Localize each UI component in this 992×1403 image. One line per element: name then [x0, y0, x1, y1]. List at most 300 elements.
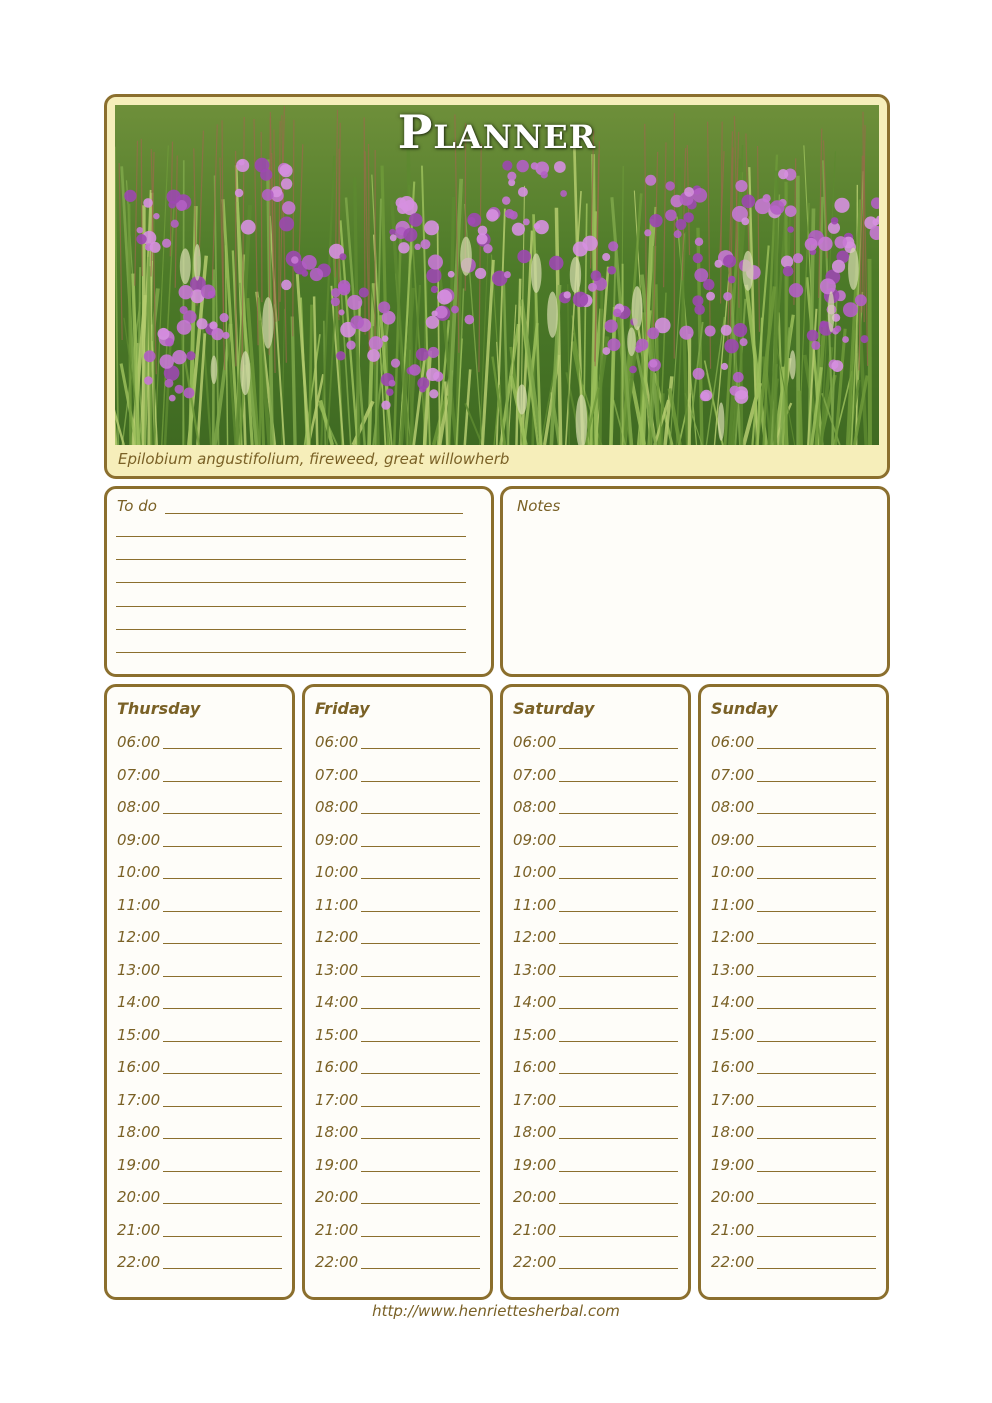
time-label: 15:00: [513, 1025, 557, 1044]
time-label: 21:00: [315, 1220, 359, 1239]
time-label: 22:00: [315, 1253, 359, 1271]
todo-line[interactable]: [116, 629, 466, 630]
writing-line[interactable]: [361, 1203, 480, 1204]
fireweed-flower: [502, 160, 512, 170]
fireweed-flower: [169, 395, 176, 402]
writing-line[interactable]: [757, 1008, 876, 1009]
time-slot: [513, 863, 678, 896]
time-slot: [117, 1156, 282, 1189]
fireweed-flower: [517, 160, 529, 172]
time-slot: [315, 766, 480, 799]
writing-line[interactable]: [361, 813, 480, 814]
fireweed-flower: [843, 302, 858, 317]
time-label: 17:00: [711, 1090, 755, 1109]
fireweed-flower: [728, 276, 736, 284]
time-label: 13:00: [315, 960, 359, 979]
fireweed-flower: [475, 268, 486, 279]
fireweed-flower: [787, 226, 794, 233]
writing-line[interactable]: [163, 976, 282, 977]
writing-line[interactable]: [163, 1171, 282, 1172]
writing-line[interactable]: [559, 1073, 678, 1074]
time-label: 13:00: [711, 960, 755, 979]
fireweed-flower: [549, 256, 563, 270]
fireweed-flower: [346, 341, 355, 350]
time-label: 07:00: [513, 765, 557, 784]
fireweed-flower: [291, 256, 298, 263]
time-label: 07:00: [315, 765, 359, 784]
grass-seed-head: [180, 248, 191, 284]
fireweed-flower: [517, 250, 531, 264]
writing-line[interactable]: [757, 1138, 876, 1139]
time-slot: [315, 993, 480, 1026]
writing-line[interactable]: [559, 1268, 678, 1269]
time-slot: [117, 863, 282, 896]
time-slot: [117, 1058, 282, 1091]
fireweed-flower: [179, 285, 193, 299]
fireweed-flower: [180, 306, 188, 314]
day-name: Thursday: [117, 699, 201, 718]
writing-line[interactable]: [757, 1203, 876, 1204]
time-label: 11:00: [117, 895, 161, 914]
writing-line[interactable]: [757, 781, 876, 782]
time-label: 21:00: [711, 1220, 755, 1239]
fireweed-flower: [165, 338, 174, 347]
writing-line[interactable]: [163, 846, 282, 847]
time-slot: [315, 1058, 480, 1091]
time-slot: [711, 961, 876, 994]
time-slot: [117, 1221, 282, 1254]
writing-line[interactable]: [361, 1138, 480, 1139]
notes-panel: [500, 486, 890, 677]
time-slot: [117, 1026, 282, 1059]
time-label: 07:00: [711, 765, 755, 784]
fireweed-flower: [693, 368, 705, 380]
writing-line[interactable]: [361, 1171, 480, 1172]
fireweed-flower: [175, 385, 184, 394]
fireweed-flower: [832, 260, 845, 273]
time-label: 10:00: [117, 863, 161, 881]
time-label: 14:00: [711, 993, 755, 1011]
writing-line[interactable]: [163, 1236, 282, 1237]
writing-line[interactable]: [163, 1203, 282, 1204]
fireweed-flower: [573, 292, 588, 307]
writing-line[interactable]: [361, 911, 480, 912]
time-slot: [315, 1156, 480, 1189]
fireweed-flower: [534, 223, 540, 229]
writing-line[interactable]: [559, 1203, 678, 1204]
day-column-saturday: [500, 684, 691, 1300]
time-slot: [711, 1058, 876, 1091]
writing-line[interactable]: [163, 813, 282, 814]
time-slot: [117, 1123, 282, 1156]
writing-line[interactable]: [559, 878, 678, 879]
fireweed-flower: [160, 354, 174, 368]
fireweed-flower: [222, 332, 229, 339]
writing-line[interactable]: [559, 1171, 678, 1172]
fireweed-flower: [831, 360, 843, 372]
fireweed-flower: [137, 227, 143, 233]
time-label: 09:00: [315, 830, 359, 849]
writing-line[interactable]: [361, 1073, 480, 1074]
grass-seed-head: [627, 327, 636, 356]
fireweed-flower: [409, 364, 420, 375]
fireweed-flower: [701, 390, 712, 401]
fireweed-flower: [505, 209, 514, 218]
writing-line[interactable]: [559, 1236, 678, 1237]
fireweed-flower: [310, 268, 323, 281]
time-label: 14:00: [513, 993, 557, 1011]
time-label: 22:00: [711, 1253, 755, 1271]
time-slot: [315, 831, 480, 864]
grass-seed-head: [262, 297, 273, 349]
writing-line[interactable]: [361, 1106, 480, 1107]
todo-line[interactable]: [116, 582, 466, 583]
grass-seed-head: [240, 351, 250, 395]
fireweed-flower: [196, 318, 207, 329]
time-label: 14:00: [117, 993, 161, 1011]
fireweed-flower: [378, 301, 390, 313]
fireweed-flower: [302, 255, 317, 270]
fireweed-flower: [477, 234, 488, 245]
time-slot: [711, 831, 876, 864]
fireweed-flower: [507, 172, 516, 181]
time-slot: [315, 1026, 480, 1059]
writing-line[interactable]: [163, 1008, 282, 1009]
fireweed-flower: [398, 242, 409, 253]
fireweed-flower: [144, 376, 153, 385]
fireweed-flower: [818, 237, 832, 251]
fireweed-flower: [504, 271, 511, 278]
fireweed-flower: [124, 190, 136, 202]
time-label: 15:00: [117, 1025, 161, 1044]
time-slot: [513, 1253, 678, 1286]
writing-line[interactable]: [361, 1268, 480, 1269]
time-label: 12:00: [117, 928, 161, 946]
day-name: Friday: [315, 699, 370, 718]
time-slot: [711, 993, 876, 1026]
fireweed-flower: [381, 400, 390, 409]
fireweed-flower: [172, 350, 186, 364]
fireweed-flower: [588, 283, 597, 292]
writing-line[interactable]: [163, 1138, 282, 1139]
fireweed-flower: [177, 320, 192, 335]
todo-line[interactable]: [116, 652, 466, 653]
time-label: 16:00: [711, 1058, 755, 1076]
fireweed-flower: [734, 390, 748, 404]
fireweed-flower: [282, 201, 295, 214]
grass-seed-head: [460, 237, 472, 276]
writing-line[interactable]: [757, 943, 876, 944]
time-slot: [513, 1091, 678, 1124]
writing-line[interactable]: [163, 911, 282, 912]
writing-line[interactable]: [163, 943, 282, 944]
fireweed-flower: [238, 160, 244, 166]
day-name: Sunday: [711, 699, 778, 718]
grass-seed-head: [194, 244, 201, 281]
fireweed-flower: [402, 200, 417, 215]
time-slot: [117, 993, 282, 1026]
writing-line[interactable]: [163, 1268, 282, 1269]
writing-line[interactable]: [559, 911, 678, 912]
fireweed-flower: [331, 297, 340, 306]
time-label: 17:00: [117, 1090, 161, 1109]
fireweed-flower: [636, 339, 648, 351]
fireweed-flower: [706, 292, 715, 301]
writing-line[interactable]: [361, 748, 480, 749]
writing-line[interactable]: [361, 1236, 480, 1237]
fireweed-flower: [467, 213, 481, 227]
fireweed-flower: [723, 255, 736, 268]
fireweed-flower: [186, 351, 195, 360]
fireweed-flower: [721, 325, 732, 336]
fireweed-flower: [136, 234, 146, 244]
time-slot: [315, 896, 480, 929]
time-slots: [315, 733, 480, 1286]
fireweed-flower: [220, 313, 229, 322]
time-slot: [513, 1058, 678, 1091]
writing-line[interactable]: [757, 976, 876, 977]
fireweed-flower: [281, 178, 292, 189]
fireweed-flower: [695, 238, 703, 246]
writing-line[interactable]: [361, 781, 480, 782]
day-column-thursday: [104, 684, 295, 1300]
fireweed-flower: [647, 327, 659, 339]
grass-seed-head: [848, 248, 859, 290]
time-slot: [315, 1188, 480, 1221]
fireweed-flower: [167, 190, 181, 204]
time-slot: [315, 733, 480, 766]
writing-line[interactable]: [757, 1268, 876, 1269]
time-label: 15:00: [711, 1025, 755, 1044]
time-slot: [513, 766, 678, 799]
time-label: 18:00: [711, 1123, 755, 1141]
time-label: 08:00: [315, 798, 359, 816]
fireweed-flower: [437, 290, 452, 305]
time-label: 19:00: [711, 1155, 755, 1174]
time-slot: [513, 1156, 678, 1189]
fireweed-flower: [301, 270, 308, 277]
fireweed-flower: [150, 242, 161, 253]
fireweed-flower: [523, 219, 530, 226]
time-label: 06:00: [711, 733, 755, 751]
writing-line[interactable]: [559, 1008, 678, 1009]
todo-line[interactable]: [165, 513, 463, 514]
fireweed-flower: [279, 164, 292, 177]
todo-line[interactable]: [116, 606, 466, 607]
writing-line[interactable]: [559, 943, 678, 944]
time-label: 13:00: [117, 960, 161, 979]
time-slot: [711, 1156, 876, 1189]
time-label: 09:00: [117, 830, 161, 849]
time-label: 21:00: [117, 1220, 161, 1239]
day-column-sunday: [698, 684, 889, 1300]
time-label: 10:00: [513, 863, 557, 881]
writing-line[interactable]: [559, 781, 678, 782]
grass-seed-head: [828, 291, 835, 332]
time-slot: [513, 961, 678, 994]
writing-line[interactable]: [757, 878, 876, 879]
fireweed-flower: [235, 189, 243, 197]
time-slot: [513, 1188, 678, 1221]
fireweed-flower: [512, 223, 525, 236]
writing-line[interactable]: [163, 1041, 282, 1042]
grass-seed-head: [718, 402, 725, 441]
writing-line[interactable]: [559, 1106, 678, 1107]
fireweed-flower: [694, 268, 708, 282]
fireweed-flower: [842, 336, 849, 343]
grass-blade: [870, 259, 871, 445]
fireweed-flower: [389, 380, 396, 387]
fireweed-flower: [144, 350, 156, 362]
time-label: 06:00: [117, 733, 161, 751]
fireweed-flower: [419, 386, 426, 393]
writing-line[interactable]: [559, 846, 678, 847]
todo-line[interactable]: [116, 559, 466, 560]
fireweed-flower: [644, 229, 651, 236]
time-label: 22:00: [513, 1253, 557, 1271]
fireweed-flower: [391, 359, 400, 368]
fireweed-flower: [564, 291, 571, 298]
fireweed-flower: [171, 220, 179, 228]
time-label: 14:00: [315, 993, 359, 1011]
writing-line[interactable]: [757, 1041, 876, 1042]
fireweed-flower: [834, 198, 849, 213]
todo-line[interactable]: [116, 536, 466, 537]
writing-line[interactable]: [757, 911, 876, 912]
fireweed-flower: [733, 323, 747, 337]
writing-line[interactable]: [163, 878, 282, 879]
time-slot: [513, 896, 678, 929]
fireweed-flower: [783, 266, 794, 277]
time-label: 19:00: [315, 1155, 359, 1174]
fireweed-flower: [721, 363, 728, 370]
day-column-friday: [302, 684, 493, 1300]
writing-line[interactable]: [757, 1236, 876, 1237]
writing-line[interactable]: [361, 846, 480, 847]
grass-seed-head: [742, 251, 753, 291]
writing-line[interactable]: [559, 1041, 678, 1042]
fireweed-flower: [153, 213, 159, 219]
writing-line[interactable]: [163, 748, 282, 749]
writing-line[interactable]: [559, 976, 678, 977]
fireweed-flower: [347, 295, 362, 310]
fireweed-flower: [608, 241, 618, 251]
fireweed-flower: [184, 387, 195, 398]
fireweed-flower: [740, 338, 748, 346]
fireweed-flower: [789, 283, 803, 297]
time-label: 11:00: [513, 895, 557, 914]
fireweed-flower: [162, 239, 171, 248]
fireweed-flower: [350, 316, 364, 330]
fireweed-flower: [541, 171, 548, 178]
time-label: 16:00: [513, 1058, 557, 1076]
fireweed-flower: [714, 260, 722, 268]
writing-line[interactable]: [163, 1073, 282, 1074]
writing-line[interactable]: [757, 1073, 876, 1074]
fireweed-flower: [389, 229, 395, 235]
fireweed-flower: [820, 278, 836, 294]
fireweed-flower: [835, 326, 842, 333]
writing-line[interactable]: [757, 813, 876, 814]
fireweed-flower: [645, 175, 656, 186]
fireweed-flower: [605, 319, 618, 332]
time-label: 13:00: [513, 960, 557, 979]
writing-line[interactable]: [559, 813, 678, 814]
footer-url[interactable]: http://www.henriettesherbal.com: [372, 1302, 620, 1320]
notes-label: Notes: [517, 497, 561, 515]
fireweed-flower: [382, 335, 389, 342]
writing-line[interactable]: [361, 878, 480, 879]
fireweed-flower: [211, 328, 223, 340]
time-label: 06:00: [513, 733, 557, 751]
writing-line[interactable]: [757, 748, 876, 749]
fireweed-flower: [860, 335, 868, 343]
fireweed-flower: [733, 372, 744, 383]
fireweed-flower: [735, 180, 747, 192]
writing-line[interactable]: [361, 976, 480, 977]
time-slot: [315, 1123, 480, 1156]
writing-line[interactable]: [163, 1106, 282, 1107]
day-name: Saturday: [513, 699, 595, 718]
fireweed-flower: [675, 219, 686, 230]
writing-line[interactable]: [361, 1008, 480, 1009]
writing-line[interactable]: [163, 781, 282, 782]
writing-line[interactable]: [559, 748, 678, 749]
time-label: 17:00: [513, 1090, 557, 1109]
fireweed-flower: [649, 214, 662, 227]
time-slot: [711, 1221, 876, 1254]
fireweed-flower: [723, 292, 732, 301]
time-slot: [711, 896, 876, 929]
fireweed-flower: [429, 389, 438, 398]
grass-seed-head: [547, 292, 558, 338]
writing-line[interactable]: [757, 846, 876, 847]
fireweed-flower: [684, 187, 694, 197]
writing-line[interactable]: [361, 943, 480, 944]
fireweed-flower: [805, 238, 818, 251]
writing-line[interactable]: [559, 1138, 678, 1139]
time-label: 20:00: [315, 1188, 359, 1206]
time-label: 08:00: [117, 798, 161, 816]
fireweed-flower: [390, 234, 397, 241]
time-label: 09:00: [513, 830, 557, 849]
header-panel: [104, 94, 890, 479]
fireweed-flower: [591, 270, 602, 281]
grass-seed-head: [789, 350, 795, 379]
time-slot: [711, 928, 876, 961]
fireweed-flower: [820, 321, 827, 328]
fireweed-flower: [339, 309, 345, 315]
fireweed-flower: [386, 388, 393, 395]
fireweed-flower: [339, 253, 346, 260]
fireweed-flower: [262, 189, 274, 201]
time-slot: [711, 766, 876, 799]
writing-line[interactable]: [361, 1041, 480, 1042]
grass-seed-head: [632, 286, 643, 330]
time-slot: [315, 1253, 480, 1286]
time-slots: [711, 733, 876, 1286]
fireweed-flower: [560, 190, 567, 197]
time-label: 18:00: [315, 1123, 359, 1141]
fireweed-flower: [281, 280, 292, 291]
time-label: 22:00: [117, 1253, 161, 1271]
fireweed-flower: [705, 326, 716, 337]
writing-line[interactable]: [757, 1171, 876, 1172]
fireweed-flower: [336, 351, 345, 360]
page-title: Planner: [397, 105, 597, 159]
fireweed-flower: [502, 196, 510, 204]
writing-line[interactable]: [757, 1106, 876, 1107]
